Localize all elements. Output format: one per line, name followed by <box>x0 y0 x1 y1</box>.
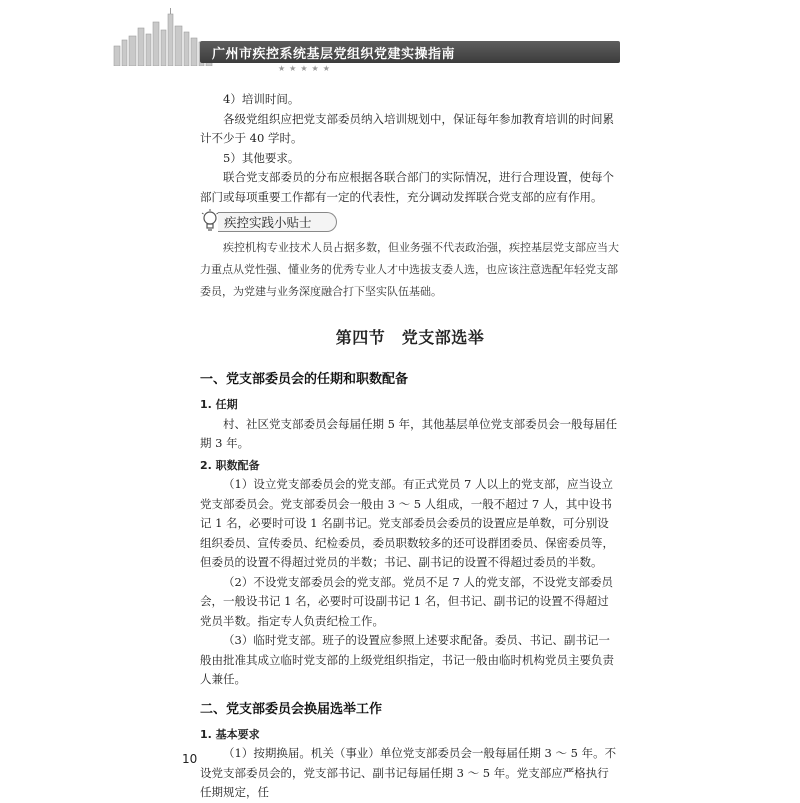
paragraph: 各级党组织应把党支部委员纳入培训规划中，保证每年参加教育培训的时间累计不少于 40 学时。 <box>200 111 614 145</box>
subheading-term: 1. 任期 <box>200 398 238 411</box>
subheading-basic-requirements: 1. 基本要求 <box>200 727 260 741</box>
paragraph: （2）不设党支部委员会的党支部。党员不足 7 人的党支部，不设党支部委员会，一般设书记 1 名，必要时可设副书记 1 名，但书记、副书记的设置不得超过党员半数。指定专人负责纪检工作。 <box>200 574 613 628</box>
paragraph: （3）临时党支部。班子的设置应参照上述要求配备。委员、书记、副书记一般由批准其成立临时党支部的上级党组织指定，书记一般由临时机构党员主要负责人兼任。 <box>200 633 614 686</box>
paragraph: 5）其他要求。 <box>223 150 300 165</box>
practice-tip-text: 疾控机构专业技术人员占据多数，但业务强不代表政治强，疾控基层党支部应当大力重点从党性强、懂业务的优秀专业人才中选拔支委人选，也应该注意选配年轻党支部委员，为党建与业务深度融合打下坚实队伍基础。 <box>200 241 619 298</box>
paragraph: 联合党支部委员的分布应根据各联合部门的实际情况，进行合理设置，使每个部门或每项重要工作都有一定的代表性，充分调动发挥联合党支部的应有作用。 <box>200 170 614 204</box>
header-stars: ★★★★★ <box>278 64 334 73</box>
paragraph: （1）设立党支部委员会的党支部。有正式党员 7 人以上的党支部，应当设立党支部委员会。党支部委员会一般由 3 ～ 5 人组成，一般不超过 7 人，其中设书记 1 名，必要时可设 1 名副书记。党支部委员会委员的设置应是单数，可分别设组织委员、宣传委员、纪检委员，委员职数较多的还可设群团委员、保密委员等，但委员的设置不得超过党员的半数；书记、副书记的设置不得超过委员的半数。 <box>200 477 614 569</box>
paragraph: 村、社区党支部委员会每届任期 5 年，其他基层单位党支部委员会一般每届任期 3 年。 <box>200 416 618 450</box>
section-title: 第四节 党支部选举 <box>335 328 485 347</box>
paragraph: （1）按期换届。机关（事业）单位党支部委员会一般每届任期 3 ～ 5 年。不设党支部委员会的，党支部书记、副书记每届任期 3 ～ 5 年。党支部应严格执行任期规定，任 <box>200 746 617 799</box>
page-body <box>200 90 620 803</box>
subheading-positions: 2. 职数配备 <box>200 458 260 472</box>
heading-term-and-positions: 一、党支部委员会的任期和职数配备 <box>200 372 409 387</box>
lightbulb-icon <box>200 209 220 233</box>
running-header <box>0 0 800 80</box>
page-number: 10 <box>182 752 198 766</box>
heading-election-work: 二、党支部委员会换届选举工作 <box>200 701 383 717</box>
practice-tip-label: 疾控实践小贴士 <box>224 215 312 230</box>
paragraph: 4）培训时间。 <box>223 92 300 106</box>
running-header-title: 广州市疾控系统基层党组织党建实操指南 <box>212 47 456 62</box>
practice-tip-header <box>200 209 620 233</box>
